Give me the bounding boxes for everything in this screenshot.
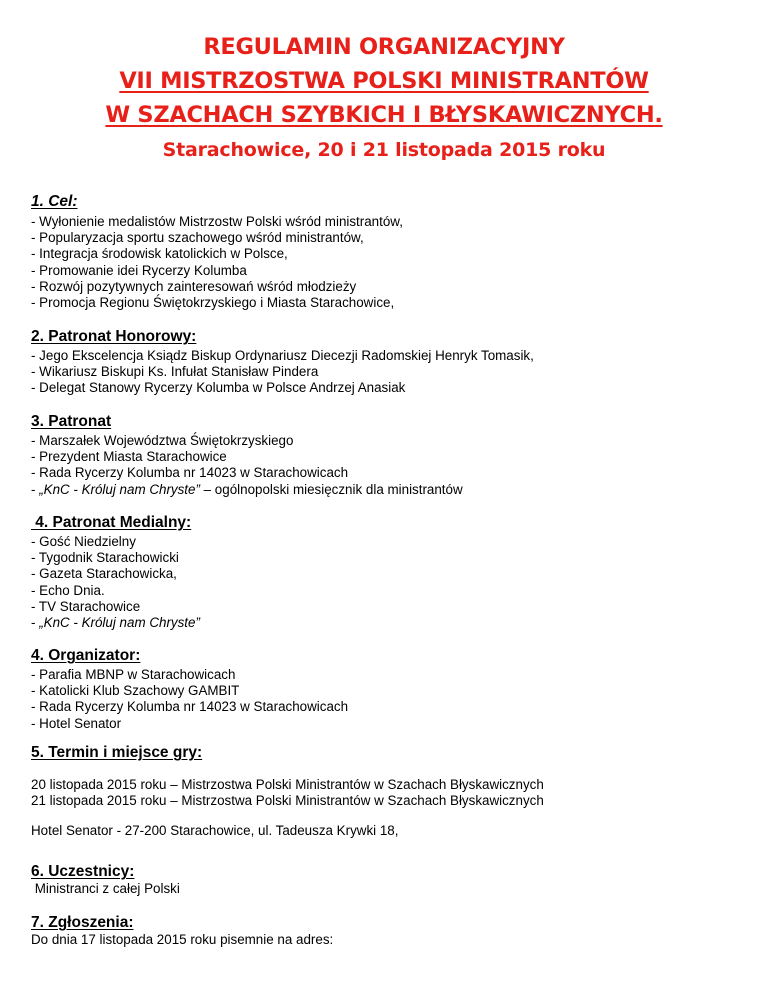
section-cel bbox=[31, 192, 751, 311]
section-heading: 3. Patronat bbox=[31, 413, 112, 430]
list-item: - Wikariusz Biskupi Ks. Infułat Stanisław Pindera bbox=[31, 364, 319, 380]
list-item: - Jego Ekscelencja Ksiądz Biskup Ordynariusz Diecezji Radomskiej Henryk Tomasik, bbox=[31, 348, 534, 363]
list-item: - Delegat Stanowy Rycerzy Kolumba w Polsce Andrzej Anasiak bbox=[31, 380, 406, 396]
list-item: - Gość Niedzielny bbox=[31, 534, 136, 549]
magazine-name: „KnC - Króluj nam Chryste” bbox=[39, 481, 200, 497]
section-heading: 5. Termin i miejsce gry: bbox=[31, 744, 203, 761]
section-heading: 7. Zgłoszenia: bbox=[31, 914, 134, 931]
section-zgloszenia bbox=[31, 913, 751, 948]
title-line-1: REGULAMIN ORGANIZACYJNY bbox=[203, 34, 565, 60]
section-uczestnicy bbox=[31, 862, 751, 897]
list-item: - Rada Rycerzy Kolumba nr 14023 w Starachowicach bbox=[31, 699, 349, 715]
section-heading: 2. Patronat Honorowy: bbox=[31, 328, 197, 345]
list-item: - Parafia MBNP w Starachowicach bbox=[31, 667, 236, 682]
list-item-prefix: - bbox=[31, 615, 40, 631]
section-heading: 6. Uczestnicy: bbox=[31, 863, 135, 880]
section-heading: 4. Organizator: bbox=[31, 647, 141, 664]
list-item: - Popularyzacja sportu szachowego wśród ministrantów, bbox=[31, 230, 364, 246]
section-termin bbox=[31, 743, 751, 840]
section-heading: 1. Cel: bbox=[31, 193, 78, 210]
list-item: - Promowanie idei Rycerzy Kolumba bbox=[31, 262, 247, 278]
list-item: - Tygodnik Starachowicki bbox=[31, 550, 179, 566]
list-item: - Wyłonienie medalistów Mistrzostw Polski wśród ministrantów, bbox=[31, 214, 403, 229]
list-item bbox=[31, 482, 751, 498]
list-item: - Marszałek Województwa Świętokrzyskiego bbox=[31, 433, 294, 448]
participants-text: Ministranci z całej Polski bbox=[31, 881, 180, 896]
list-item: - TV Starachowice bbox=[31, 598, 141, 614]
list-item bbox=[31, 615, 751, 631]
list-item-rest: – ogólnopolski miesięcznik dla ministrantów bbox=[199, 481, 463, 497]
title-line-2 bbox=[0, 64, 768, 98]
title-line-3-text: W SZACHACH SZYBKICH I BŁYSKAWICZNYCH. bbox=[105, 102, 663, 128]
venue-address: Hotel Senator - 27-200 Starachowice, ul. Tadeusza Krywki 18, bbox=[31, 823, 399, 839]
list-item: - Rozwój pozytywnych zainteresowań wśród młodzieży bbox=[31, 278, 357, 294]
section-heading: 4. Patronat Medialny: bbox=[31, 514, 192, 531]
list-item: - Gazeta Starachowicka, bbox=[31, 566, 177, 582]
list-item: 21 listopada 2015 roku – Mistrzostwa Polski Ministrantów w Szachach Błyskawicznych bbox=[31, 793, 544, 809]
list-item-prefix: - bbox=[31, 481, 40, 497]
list-item: - Katolicki Klub Szachowy GAMBIT bbox=[31, 683, 240, 699]
registration-text: Do dnia 17 listopada 2015 roku pisemnie na adres: bbox=[31, 932, 334, 947]
list-item: - Hotel Senator bbox=[31, 715, 122, 731]
list-item: - Integracja środowisk katolickich w Polsce, bbox=[31, 246, 288, 262]
list-item: 20 listopada 2015 roku – Mistrzostwa Polski Ministrantów w Szachach Błyskawicznych bbox=[31, 777, 544, 792]
list-item: - Promocja Regionu Świętokrzyskiego i Miasta Starachowice, bbox=[31, 295, 395, 311]
list-item: - Prezydent Miasta Starachowice bbox=[31, 449, 227, 465]
title-block bbox=[0, 30, 768, 164]
title-line-2-text: VII MISTRZOSTWA POLSKI MINISTRANTÓW bbox=[119, 68, 649, 94]
section-patronat-medialny bbox=[31, 513, 751, 631]
title-line-3 bbox=[0, 98, 768, 132]
section-patronat-honorowy bbox=[31, 327, 751, 397]
section-organizator bbox=[31, 646, 751, 732]
section-patronat bbox=[31, 412, 751, 498]
list-item: - Echo Dnia. bbox=[31, 582, 105, 598]
subtitle: Starachowice, 20 i 21 listopada 2015 roku bbox=[162, 139, 606, 161]
list-item: - Rada Rycerzy Kolumba nr 14023 w Starachowicach bbox=[31, 465, 349, 481]
magazine-name: „KnC - Króluj nam Chryste” bbox=[39, 615, 200, 631]
